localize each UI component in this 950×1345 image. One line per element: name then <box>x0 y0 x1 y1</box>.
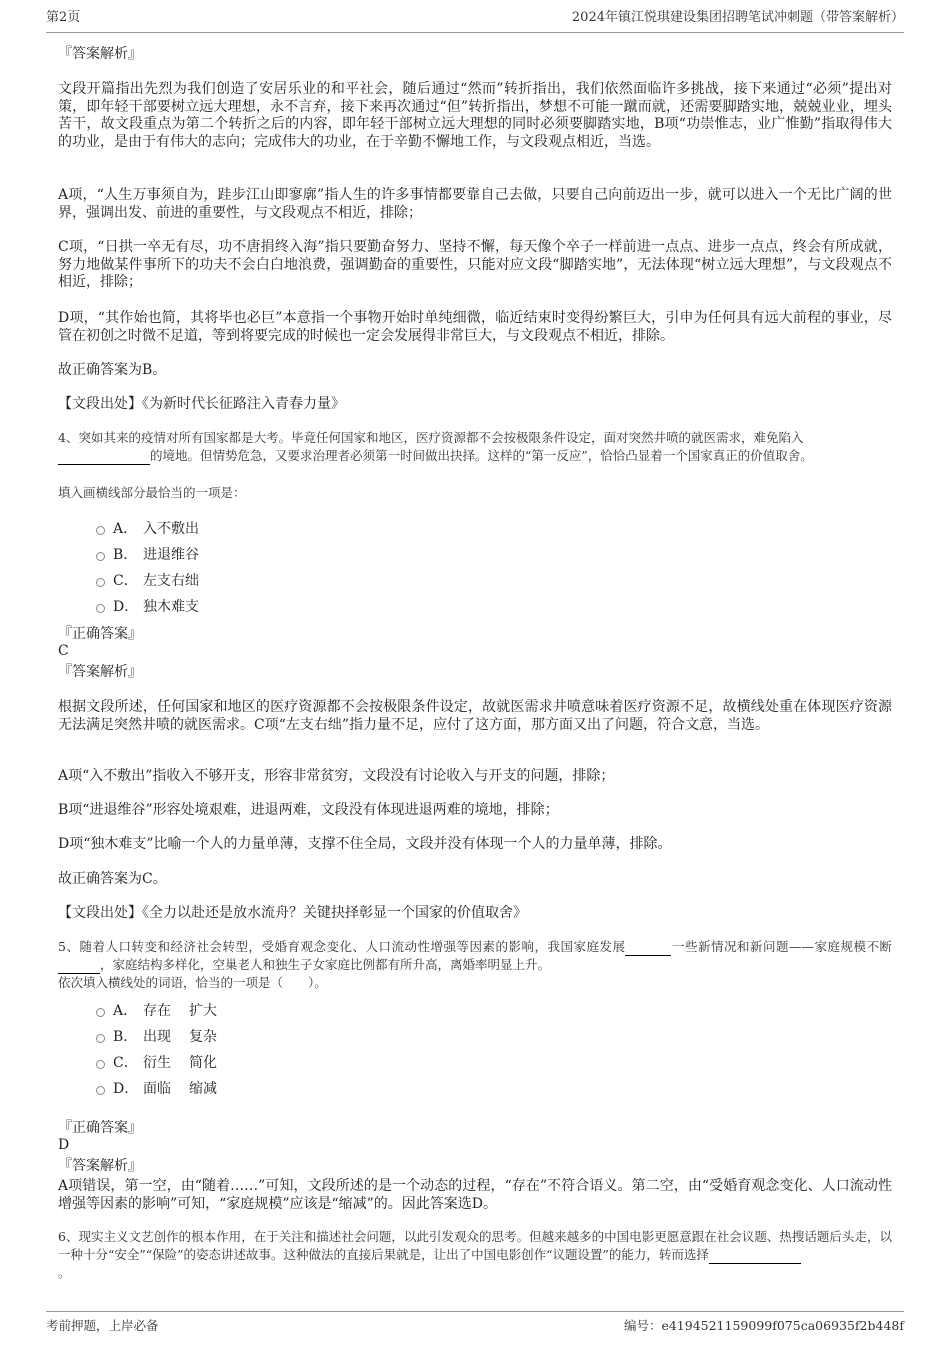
q4-source: 【文段出处】《全力以赴还是放水流舟？关键抉择彰显一个国家的价值取舍》 <box>58 905 527 921</box>
q4-analysis-para-4: D项“独木难支”比喻一个人的力量单薄，支撑不住全局，文段并没有体现一个人的力量单薄，排除。 <box>58 836 672 852</box>
radio-icon[interactable] <box>96 1034 105 1043</box>
q4-option-d[interactable]: D． 独木难支 <box>96 596 199 616</box>
q4-analysis-para-1: 根据文段所述，任何国家和地区的医疗资源都不会按极限条件设定，故就医需求井喷意味着医疗资源不足，故横线处重在体现医疗资源无法满足突然井喷的就医需求。C项“左支右绌”指力量不足，应付了这方面，那方面又出了问题，符合文意，当选。 <box>58 699 892 733</box>
q4-answer: C <box>58 643 69 659</box>
document-title: 2024年镇江悦琪建设集团招聘笔试冲刺题（带答案解析） <box>571 10 904 25</box>
q4-prompt: 填入画横线部分最恰当的一项是： <box>58 485 246 500</box>
q6-stem: 6、现实主义文艺创作的根本作用，在于关注和描述社会问题，以此引发观众的思考。但越来越多的中国电影更愿意跟在社会议题、热搜话题后头走，以一种十分“安全”“保险”的姿态讲述故事。这种做法的直接后果就是，让出了中国电影创作“议题设置”的能力，转而选择 。 <box>58 1229 892 1280</box>
radio-icon[interactable] <box>96 1086 105 1095</box>
q5-answer-label: 『正确答案』 <box>58 1120 142 1136</box>
q4-option-a[interactable]: A． 入不敷出 <box>96 518 199 538</box>
q5-answer: D <box>58 1137 70 1153</box>
q3-conclusion: 故正确答案为B。 <box>58 362 167 378</box>
radio-icon[interactable] <box>96 526 105 535</box>
q3-source: 【文段出处】《为新时代长征路注入青春力量》 <box>58 396 345 412</box>
q4-stem: 4、突如其来的疫情对所有国家都是大考。毕竟任何国家和地区，医疗资源都不会按极限条件设定，面对突然井喷的就医需求，难免陷入 的境地。但情势危急，又要求治理者必须第一时间做出抉择。这样的“第一反应”，恰恰凸显着一个国家真正的价值取舍。 <box>58 430 813 463</box>
q4-analysis-para-2: A项“入不敷出”指收入不够开支，形容非常贫穷，文段没有讨论收入与开支的问题，排除； <box>58 768 615 784</box>
radio-icon[interactable] <box>96 578 105 587</box>
q3-analysis-label-block <box>58 46 892 63</box>
radio-icon[interactable] <box>96 604 105 613</box>
radio-icon[interactable] <box>96 1060 105 1069</box>
q5-option-c[interactable]: C． 衍生 简化 <box>96 1052 217 1072</box>
q4-option-c[interactable]: C． 左支右绌 <box>96 570 199 590</box>
document-code: 编号：e4194521159099f075ca06935f2b448f <box>623 1318 904 1333</box>
q4-answer-label: 『正确答案』 <box>58 626 142 642</box>
footer-slogan: 考前押题，上岸必备 <box>46 1318 159 1333</box>
page-footer <box>46 1311 904 1334</box>
q4-analysis-label: 『答案解析』 <box>58 664 142 680</box>
q5-analysis-para-1: A项错误，第一空，由“随着……”可知，文段所述的是一个动态的过程，“存在”不符合语义。第二空，由“受婚育观念变化、人口流动性增强等因素的影响”可知，“家庭规模”应该是“缩减”的。因此答案选D。 <box>58 1178 892 1212</box>
q5-option-a[interactable]: A． 存在 扩大 <box>96 1000 217 1020</box>
q4-analysis-para-3: B项“进退维谷”形容处境艰难，进退两难，文段没有体现进退两难的境地，排除； <box>58 802 559 818</box>
q5-answer-block <box>58 1120 892 1175</box>
q3-analysis-para-4: D项，“其作始也简，其将毕也必巨”本意指一个事物开始时单纯细微，临近结束时变得纷繁巨大，引申为任何具有远大前程的事业，尽管在初创之时微不足道，等到将要完成的时候也一定会发展得非常巨大，与文段观点不相近，排除。 <box>58 310 892 344</box>
q5-option-d[interactable]: D． 面临 缩减 <box>96 1078 217 1098</box>
q5-blank-1 <box>625 942 671 956</box>
q5-option-b[interactable]: B． 出现 复杂 <box>96 1026 217 1046</box>
q4-blank <box>58 451 150 465</box>
q4-answer-block <box>58 626 892 681</box>
q3-analysis-label: 『答案解析』 <box>58 46 142 62</box>
q5-blank-2 <box>58 960 100 974</box>
q5-stem: 5、随着人口转变和经济社会转型，受婚育观念变化、人口流动性增强等因素的影响，我国家庭发展 一些新情况和新问题——家庭规模不断，家庭结构多样化，空巢老人和独生子女家庭比例都有所升高，离婚率明显上升。 依次填入横线处的词语，恰当的一项是（ ）。 <box>58 939 892 990</box>
q3-analysis-para-3: C项，“日拱一卒无有尽，功不唐捐终入海”指只要勤奋努力、坚持不懈，每天像个卒子一样前进一点点、进步一点点，终会有所成就，努力地做某件事所下的功夫不会白白地浪费，强调勤奋的重要性，只能对应文段“脚踏实地”，无法体现“树立远大理想”，与文段观点不相近，排除； <box>58 239 892 290</box>
q3-analysis-para-1: 文段开篇指出先烈为我们创造了安居乐业的和平社会，随后通过“然而”转折指出，我们依然面临许多挑战，接下来通过“必须”提出对策，即年轻干部要树立远大理想，永不言弃，接下来再次通过“但”转折指出，梦想不可能一蹴而就，还需要脚踏实地，兢兢业业，埋头苦干，故文段重点为第二个转折之后的内容，即年轻干部树立远大理想的同时必须要脚踏实地，B项“功崇惟志，业广惟勤”指取得伟大的功业，是由于有伟大的志向；完成伟大的功业，在于辛勤不懈地工作，与文段观点相近，当选。 <box>58 81 892 150</box>
q6-blank <box>709 1250 801 1264</box>
q4-conclusion: 故正确答案为C。 <box>58 871 167 887</box>
radio-icon[interactable] <box>96 1008 105 1017</box>
q3-analysis-para-2: A项，“人生万事须自为，跬步江山即寥廓”指人生的许多事情都要靠自己去做，只要自己向前迈出一步，就可以进入一个无比广阔的世界，强调出发、前进的重要性，与文段观点不相近，排除； <box>58 187 892 221</box>
page-header <box>46 6 904 33</box>
q4-option-b[interactable]: B． 进退维谷 <box>96 544 199 564</box>
page-number: 第2页 <box>46 10 81 25</box>
radio-icon[interactable] <box>96 552 105 561</box>
q5-analysis-label: 『答案解析』 <box>58 1158 142 1174</box>
